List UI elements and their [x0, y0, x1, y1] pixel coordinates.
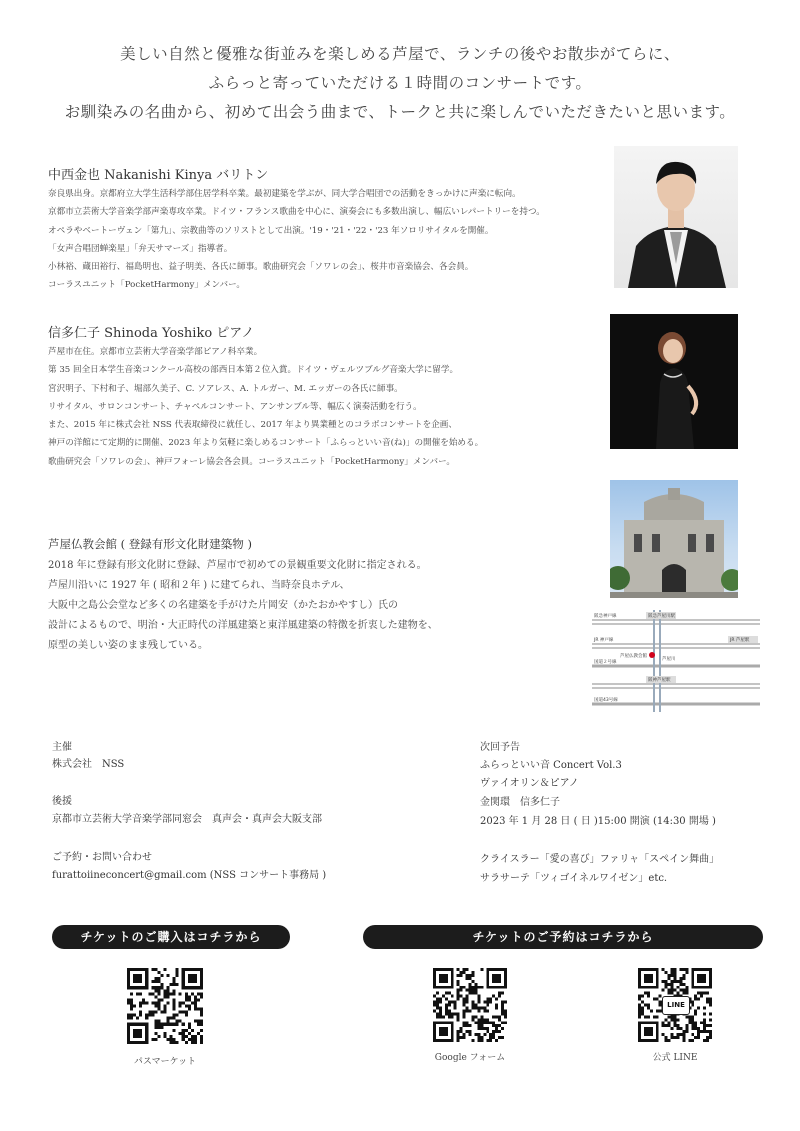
map-route2: 国道２号線: [594, 660, 617, 665]
venue-description: [48, 556, 438, 656]
google-form-label: Google フォーム: [434, 1053, 506, 1063]
organizer-value: 株式会社 NSS: [52, 759, 125, 770]
venue-line: 原型の美しい姿のまま残している。: [48, 640, 208, 651]
bio-line: また、2015 年に株式会社 NSS 代表取締役に就任し、2017 年より異業種とのコラボコンサートを企画、: [48, 420, 457, 431]
venue-name: 芦屋仏教会館 ( 登録有形文化財建築物 ): [48, 537, 252, 551]
performer-1-photo: [614, 146, 738, 288]
performer-2-bio: [48, 343, 483, 471]
line-qr-code[interactable]: [638, 968, 712, 1042]
line-logo-icon: LINE: [662, 996, 690, 1015]
next-label: 次回予告: [480, 742, 520, 753]
bio-line: コーラスユニット「PocketHarmony」メンバー。: [48, 280, 245, 291]
intro-line-3: お馴染みの名曲から、初めて出会う曲まで、トークと共に楽しんでいただきたいと思います。: [64, 103, 736, 121]
venue-line: 芦屋川沿いに 1927 年 ( 昭和２年 ) に建てられ、当時奈良ホテル、: [48, 580, 350, 591]
qr-icon: [127, 968, 203, 1044]
bio-line: 第 35 回全日本学生音楽コンクール高校の部西日本第２位入賞。ドイツ・ヴェルツブルグ音楽大学に留学。: [48, 365, 459, 376]
passmarket-qr-code[interactable]: [127, 968, 203, 1044]
map-venue-label: 芦屋仏教会館: [620, 654, 647, 659]
contact-label: ご予約・お問い合わせ: [52, 852, 152, 863]
qr-icon: [433, 968, 507, 1042]
pianist-portrait: [610, 314, 738, 449]
map-hankyu-line: 阪急神戸線: [594, 614, 617, 619]
map-river: 芦屋川: [662, 657, 676, 662]
next-program-2: サラサーテ「ツィゴイネルワイゼン」etc.: [480, 873, 668, 884]
bio-line: 京都市立芸術大学音楽学部声楽専攻卒業。ドイツ・フランス歌曲を中心に、演奏会にも多数出演し、幅広いレパートリーを持つ。: [48, 207, 545, 218]
contact-value[interactable]: furattoiineconcert@gmail.com (NSS コンサート事務局 ): [52, 870, 327, 881]
next-instruments: ヴァイオリン＆ピアノ: [480, 778, 579, 789]
bio-line: リサイタル、サロンコンサート、チャペルコンサート、アンサンブル等、幅広く演奏活動を行う。: [48, 401, 422, 412]
bio-line: 宮沢明子、下村和子、堀部久美子、C. ソアレス、A. トルガー、M. エッガーの各氏に師事。: [48, 383, 403, 394]
map-hankyu-station: 阪急芦屋川駅: [648, 614, 675, 619]
venue-photo: [610, 480, 738, 598]
bio-line: 神戸の洋館にて定期的に開催、2023 年より気軽に楽しめるコンサート「ふらっといい音(ね)」の開催を始める。: [48, 438, 484, 449]
performer-2-photo: [610, 314, 738, 449]
next-title: ふらっといい音 Concert Vol.3: [480, 760, 622, 771]
map-jr-station: JR 芦屋駅: [730, 638, 750, 643]
performer-1-bio: [48, 185, 545, 295]
map-graphic: [588, 600, 764, 718]
next-program-1: クライスラー「愛の喜び」ファリャ「スペイン舞曲」: [480, 854, 720, 865]
intro-line-2: ふらっと寄っていただける１時間のコンサートです。: [208, 74, 592, 92]
baritone-portrait: [614, 146, 738, 288]
performer-2-name: 信多仁子 Shinoda Yoshiko ピアノ: [48, 326, 255, 341]
sponsor-value: 京都市立芸術大学音楽学部同窓会 真声会・真声会大阪支部: [52, 814, 322, 825]
intro-text: [0, 40, 800, 127]
map-route43: 国道43号線: [594, 698, 618, 703]
venue-line: 大阪中之島公会堂など多くの名建築を手がけた片岡安（かたおかやすし）氏の: [48, 600, 398, 611]
ticket-buy-banner[interactable]: チケットのご購入はコチラから: [52, 925, 290, 949]
sponsor-label: 後援: [52, 796, 72, 807]
performer-1-name: 中西金也 Nakanishi Kinya バリトン: [48, 168, 269, 183]
next-datetime: 2023 年 1 月 28 日 ( 日 )15:00 開演 (14:30 開場 ): [480, 816, 716, 827]
bio-line: 芦屋市在住。京都市立芸術大学音楽学部ピアノ科卒業。: [48, 347, 263, 357]
intro-line-1: 美しい自然と優雅な街並みを楽しめる芦屋で、ランチの後やお散歩がてらに、: [120, 45, 680, 63]
organizer-label: 主催: [52, 742, 72, 753]
map-hanshin-station: 阪神芦屋駅: [648, 678, 671, 683]
ticket-reserve-banner[interactable]: チケットのご予約はコチラから: [363, 925, 763, 949]
next-performers: 金関環 信多仁子: [480, 797, 560, 808]
venue-line: 設計によるもので、明治・大正時代の洋風建築と東洋風建築の特徴を折衷した建物を、: [48, 620, 438, 631]
bio-line: 奈良県出身。京都府立大学生活科学部住居学科卒業。最初建築を学ぶが、同大学合唱団での活動をきっかけに声楽に転向。: [48, 189, 521, 199]
map-jr-line: JR 神戸線: [594, 638, 614, 643]
line-label: 公式 LINE: [652, 1053, 698, 1063]
passmarket-label: パスマーケット: [133, 1057, 197, 1067]
bio-line: オペラやベートーヴェン「第九」、宗教曲等のソリストとして出演。'19・'21・'22・'23 年ソロリサイタルを開催。: [48, 225, 494, 236]
access-map: [588, 600, 764, 718]
bio-line: 歌曲研究会「ソワレの会」、神戸フォーレ協会各会員。コーラスユニット「PocketHarmony」メンバー。: [48, 456, 455, 467]
google-form-qr-code[interactable]: [433, 968, 507, 1042]
bio-line: 「女声合唱団蝉楽星」「弁天サマーズ」指導者。: [48, 243, 233, 254]
bio-line: 小林裕、蔵田裕行、福島明也、益子明美、各氏に師事。歌曲研究会「ソワレの会」、桜井市音楽協会、各会員。: [48, 262, 474, 273]
venue-line: 2018 年に登録有形文化財に登録、芦屋市で初めての景観重要文化財に指定される。: [48, 560, 427, 571]
venue-marker-icon: [649, 652, 655, 658]
building-illustration: [610, 480, 738, 598]
